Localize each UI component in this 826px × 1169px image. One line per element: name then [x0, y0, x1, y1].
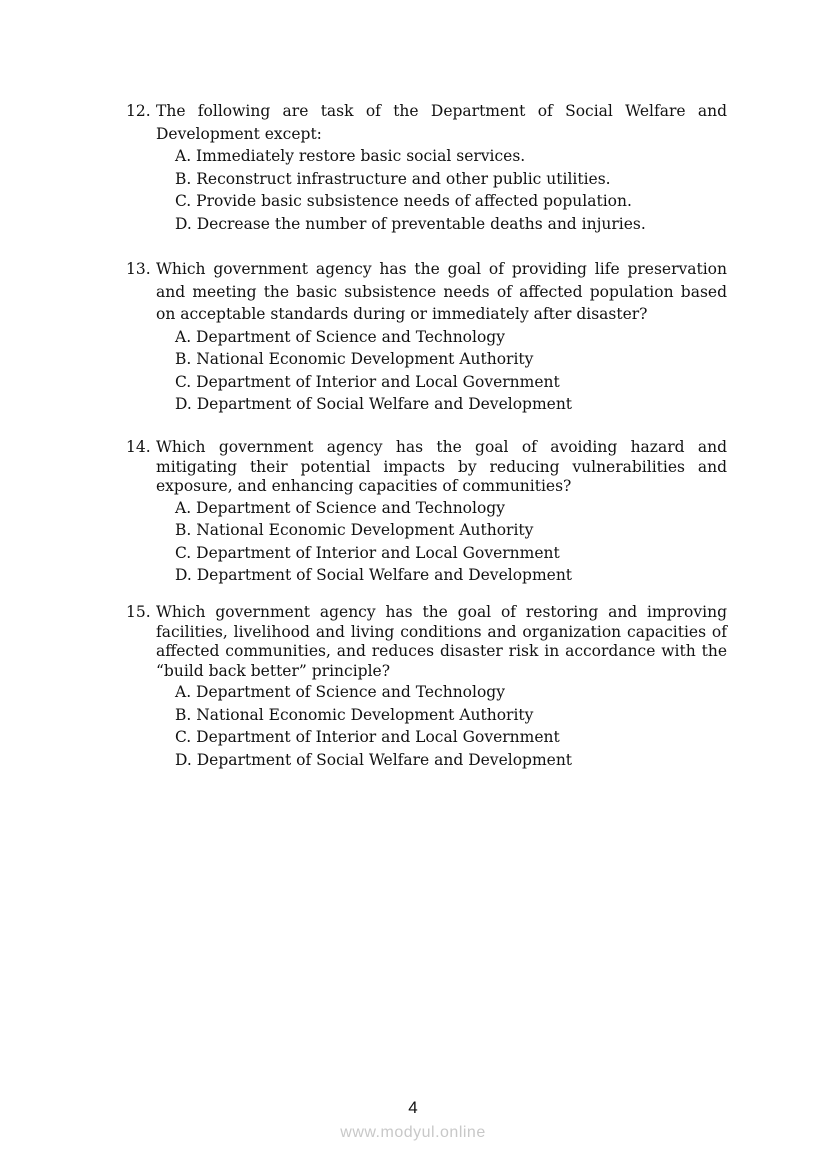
option-d: D. Department of Social Welfare and Development: [175, 566, 573, 584]
option-b: B. Reconstruct infrastructure and other public utilities.: [175, 169, 611, 188]
question-15: [126, 603, 727, 771]
option-a: A. Department of Science and Technology: [175, 498, 505, 517]
question-number: 14.: [126, 438, 151, 456]
option-b: B. National Economic Development Authority: [175, 705, 534, 724]
option-d: D. Decrease the number of preventable deaths and injuries.: [175, 214, 646, 233]
option-b: B. National Economic Development Authority: [175, 350, 534, 368]
option-a: A. Department of Science and Technology: [175, 327, 505, 346]
option-c: C. Provide basic subsistence needs of affected population.: [175, 192, 632, 210]
question-number: 13.: [126, 260, 151, 278]
option-b: B. National Economic Development Authority: [175, 521, 534, 539]
question-14: [126, 438, 727, 587]
option-c: C. Department of Interior and Local Government: [175, 728, 560, 746]
answer-options: [126, 497, 727, 587]
answer-options: [126, 681, 727, 771]
option-a: A. Immediately restore basic social services.: [175, 147, 526, 165]
option-d: D. Department of Social Welfare and Development: [175, 395, 573, 413]
question-number: 12.: [126, 102, 151, 120]
option-c: C. Department of Interior and Local Government: [175, 372, 560, 391]
answer-options: [126, 326, 727, 416]
option-d: D. Department of Social Welfare and Development: [175, 750, 573, 769]
watermark-text: www.modyul.online: [340, 1124, 486, 1141]
question-12: [126, 100, 727, 235]
question-text: Which government agency has the goal of providing life preservation and meeting the basic subsistence needs of affected population based on acceptable standards during or immediately after disaster?: [156, 260, 727, 323]
page-number: 4: [408, 1098, 418, 1117]
answer-options: [126, 145, 727, 235]
question-text: Which government agency has the goal of restoring and improving facilities, livelihood and living conditions and organization capacities of affected communities, and reduces disaster risk in accordance with the “build back better” principle?: [156, 603, 727, 680]
option-c: C. Department of Interior and Local Government: [175, 543, 560, 562]
option-a: A. Department of Science and Technology: [175, 683, 505, 701]
question-13: [126, 258, 727, 416]
question-text: Which government agency has the goal of avoiding hazard and mitigating their potential impacts by reducing vulnerabilities and exposure, and enhancing capacities of communities?: [156, 438, 727, 495]
question-text: The following are task of the Department of Social Welfare and Development except:: [156, 102, 727, 143]
question-number: 15.: [126, 603, 151, 621]
